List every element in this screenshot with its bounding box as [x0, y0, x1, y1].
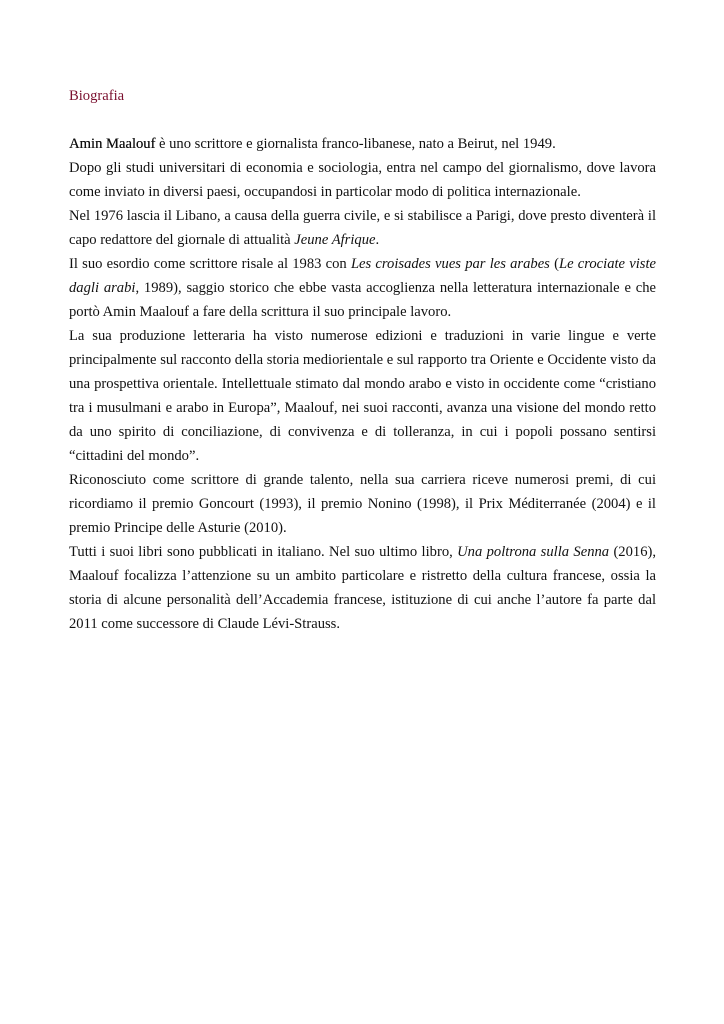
section-heading: Biografia: [69, 88, 125, 104]
author-name: Amin Maalouf: [69, 136, 156, 152]
paragraph-production: La sua produzione letteraria ha visto numerose edizioni e traduzioni in varie lingue e verte principalmente sul racconto della storia mediorientale e sul rapporto tra Oriente e Occidente visto da una prospettiva orientale. Intellettuale stimato dal mondo arabo e visto in occidente come “cristiano tra i musulmani e arabo in Europa”, Maalouf, nei suoi racconti, avanza una visione del mondo retto da uno spirito di conciliazione, di convivenza e di tolleranza, in cui i popoli possano sentirsi “cittadini del mondo”.: [69, 328, 656, 464]
paragraph-latest-book: [69, 540, 656, 636]
debut-text-paren: (: [549, 256, 559, 272]
latest-book-text-end: (2016), Maalouf focalizza l’attenzione su un ambito particolare e ristretto della cultura francese, ossia la storia di alcune personalità dell’Accademia francese, istituzione di cui anche l’autore fa parte dal 2011 come successore di Claude Lévi-Strauss.: [69, 544, 656, 632]
book-title-french: Les croisades vues par les arabes: [350, 256, 550, 272]
paragraph-awards: Riconosciuto come scrittore di grande talento, nella sua carriera riceve numerosi premi, di cui ricordiamo il premio Goncourt (1993), il premio Nonino (1998), il Prix Méditerranée (2004) e il premio Principe delle Asturie (2010).: [69, 472, 656, 536]
latest-book-text: Tutti i suoi libri sono pubblicati in italiano. Nel suo ultimo libro,: [69, 544, 458, 560]
debut-text-end: , 1989), saggio storico che ebbe vasta accoglienza nella letteratura internazionale e che portò Amin Maalouf a fare della scrittura il suo principale lavoro.: [69, 280, 656, 320]
paragraph-debut: [69, 252, 656, 324]
paragraph-studies: Dopo gli studi universitari di economia e sociologia, entra nel campo del giornalismo, dove lavora come inviato in diversi paesi, occupandosi in particolar modo di politica internazionale.: [69, 160, 656, 200]
debut-text: Il suo esordio come scrittore risale al 1983 con: [69, 256, 351, 272]
lebanon-text-end: .: [375, 232, 380, 248]
latest-book-title: Una poltrona sulla Senna: [457, 544, 610, 560]
newspaper-title: Jeune Afrique: [294, 232, 376, 248]
intro-text: è uno scrittore e giornalista franco-libanese, nato a Beirut, nel 1949.: [155, 136, 556, 152]
document-page: [69, 84, 656, 636]
paragraph-intro: [69, 132, 656, 156]
paragraph-lebanon: [69, 204, 656, 252]
lebanon-text: Nel 1976 lascia il Libano, a causa della guerra civile, e si stabilisce a Parigi, dove presto diventerà il capo redattore del giornale di attualità: [69, 208, 656, 248]
book-title-italian: Le crociate viste dagli arabi: [69, 256, 657, 296]
